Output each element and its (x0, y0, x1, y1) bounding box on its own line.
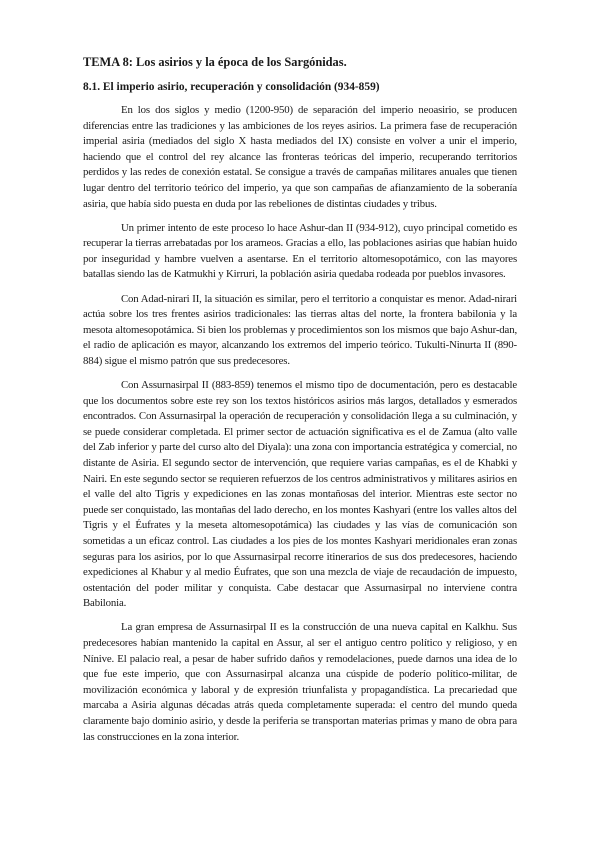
paragraph-ashur-dan: Un primer intento de este proceso lo hace Ashur-dan II (934-912), cuyo principal cometido es recuperar la tierras arrebatadas por los arameos. Gracias a ello, las poblaciones asirias que habían huido por inseguridad y hambre vuelven a asentarse. En el territorio altomesopotámico, con las mayores batallas siendo las de Katmukhi y Kirruri, la población asiria quedaba rodeada por pueblos invasores. (83, 221, 517, 281)
paragraph-assurnasirpal: Con Assurnasirpal II (883-859) tenemos el mismo tipo de documentación, pero es destacable que los documentos sobre este rey son los textos históricos asirios más largos, detallados y esmerados encontrados. Con Assurnasirpal la operación de recuperación y consolidación llega a su culminación, y se puede considerar completada. El primer sector de actuación significativa es el de Zamua (alto valle del Zab inferior y parte del curso alto del Diyala): una zona con importancia estratégica y comercial, no distante de Asiria. El segundo sector de intervención, que requiere varias campañas, es el de Khabki y Nairi. En este segundo sector se requieren refuerzos de los centros administrativos y militares asirios en el valle del alto Tigris y expediciones en las zonas montañosas del interior. Mientras este sector no puede ser conquistado, las montañas del lado derecho, en los montes Kashyari (entre los valles altos del Tigris y el Éufrates y la meseta altomesopotámica) las ciudades y las vías de comunicación son sometidas a un eficaz control. Las ciudades a los pies de los montes Kashyari meridionales eran zonas seguras para los asirios, por lo que Assurnasirpal recorre itinerarios de sus dos predecesores, haciendo expediciones al Khabur y al medio Éufrates, que son una mezcla de viaje de recaudación de impuesto, ostentación del poder militar y conquista. Cabe destacar que Assurnasirpal no interviene contra Babilonia. (83, 379, 517, 610)
section-heading: 8.1. El imperio asirio, recuperación y consolidación (934-859) (83, 81, 380, 93)
paragraph-recovery-phase: En los dos siglos y medio (1200-950) de separación del imperio neoasirio, se producen diferencias entre las tradiciones y las ambiciones de los reyes asirios. La primera fase de recuperación imperial asiria (mediados del siglo X hasta mediados del IX) consiste en volver a unir el imperio, haciendo que el control del rey alcance las fronteras teóricas del imperio, recuperando territorios perdidos y las redes de conexión estatal. Se consigue a través de campañas militares anuales que tienen lugar dentro del territorio teórico del imperio, ya que son campañas de afianzamiento de la soberanía asiria, que había sido puesta en duda por las rebeliones de distintas ciudades y tribus. (83, 104, 517, 210)
paragraph-adad-nirari: Con Adad-nirari II, la situación es similar, pero el territorio a conquistar es menor. Adad-nirari actúa sobre los tres frentes asirios tradicionales: las tierras altas del norte, la frontera babilonia y la mesota altomesopotámica. Si bien los problemas y procedimientos son los mismos que bajo Ashur-dan, el radio de aplicación es mayor, alcanzando los extremos del imperio teórico. Tukulti-Ninurta II (890-884) sigue el mismo patrón que sus predecesores. (83, 292, 517, 367)
document-title: TEMA 8: Los asirios y la época de los Sargónidas. (83, 55, 347, 69)
paragraph-kalkhu-capital: La gran empresa de Assurnasirpal II es la construcción de una nueva capital en Kalkhu. Sus predecesores habían mantenido la capital en Assur, al ser el antiguo centro político y religioso, y en Nínive. El palacio real, a pesar de haber sufrido daños y remodelaciones, puede darnos una idea de lo que fue este imperio, que con Assurnasirpal alcanza una cúspide de poderío político-militar, de movilización económica y laboral y de expresión triunfalista y propagandística. La precariedad que marcaba a Asiria algunas décadas atrás queda completamente superada: el centro del mundo queda claramente bajo dominio asirio, y desde la periferia se transportan materias primas y mano de obra para las construcciones en la zona interior. (83, 621, 517, 743)
